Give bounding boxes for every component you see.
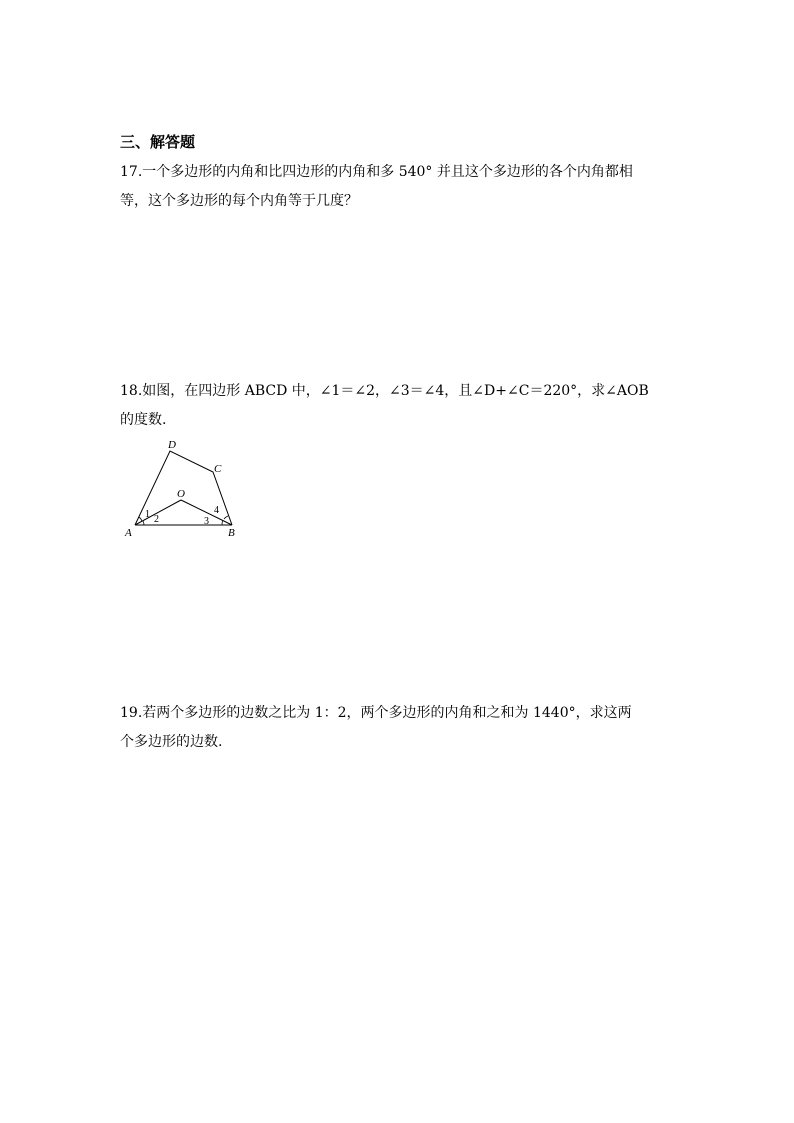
label-b: B — [228, 527, 235, 539]
question-19-line-1: 19.若两个多边形的边数之比为 1：2，两个多边形的内角和之和为 1440°，求这两 — [120, 705, 632, 721]
angle-arc-b-outer — [224, 516, 228, 519]
quadrilateral-diagram — [118, 436, 248, 542]
angle-arc-b-inner — [222, 520, 223, 525]
question-19 — [120, 699, 680, 757]
angle-label-4: 4 — [214, 505, 219, 516]
section-title: 三、解答题 — [120, 133, 196, 151]
angle-label-3: 3 — [204, 516, 209, 527]
question-19-line-2: 个多边形的边数. — [120, 734, 223, 750]
angle-arc-a-outer — [139, 517, 142, 521]
question-17-line-2: 等，这个多边形的每个内角等于几度？ — [120, 193, 358, 209]
question-17-line-1: 17.一个多边形的内角和比四边形的内角和多 540° 并且这个多边形的各个内角都相 — [120, 164, 633, 180]
question-18-line-1: 18.如图，在四边形 ABCD 中，∠1＝∠2，∠3＝∠4，且∠D+∠C＝220°，求∠AOB — [120, 383, 649, 399]
angle-label-1: 1 — [145, 509, 150, 520]
label-c: C — [214, 463, 222, 475]
question-17 — [120, 158, 680, 216]
label-a: A — [125, 527, 132, 539]
angle-label-2: 2 — [154, 514, 159, 525]
question-18-line-2: 的度数. — [120, 412, 167, 428]
label-d: D — [168, 439, 176, 451]
angle-arc-a-inner — [143, 521, 144, 525]
quadrilateral-figure — [118, 436, 248, 542]
label-o: O — [177, 488, 185, 500]
question-18 — [120, 377, 680, 435]
